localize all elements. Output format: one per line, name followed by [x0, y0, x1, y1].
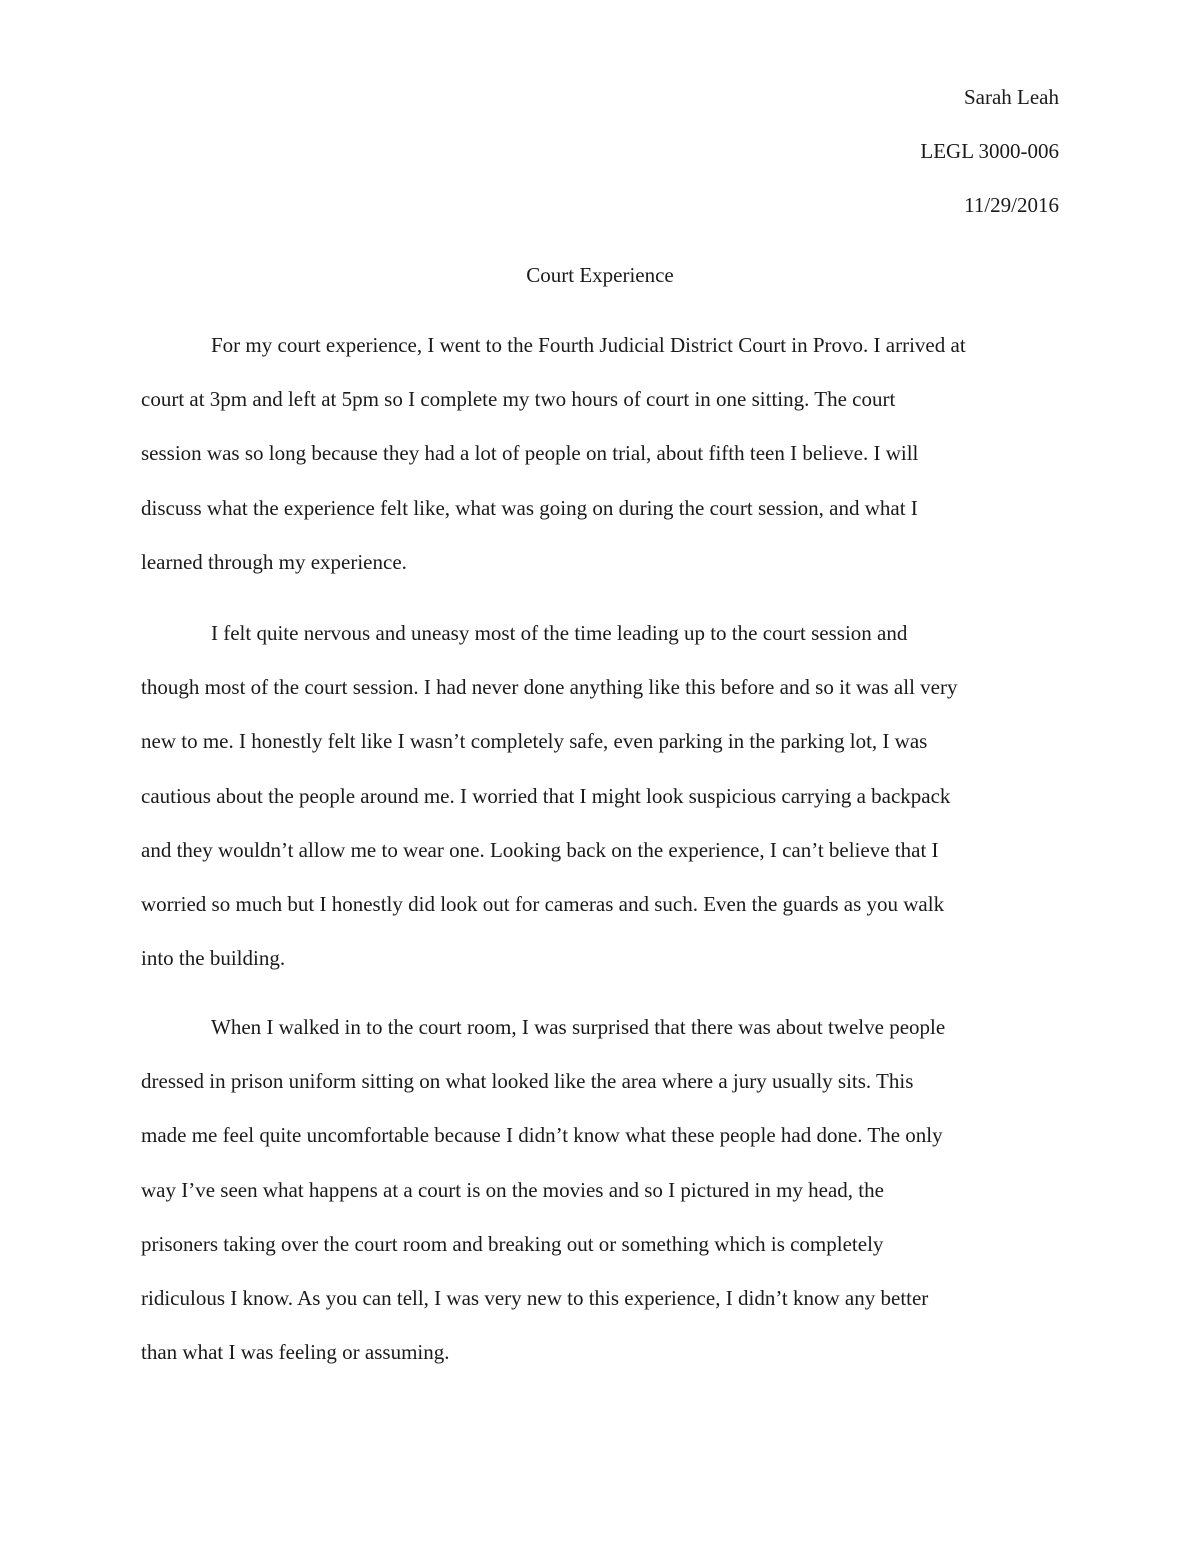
paragraph-line: When I walked in to the court room, I was surprised that there was about twelve people: [211, 1015, 946, 1039]
paragraph-line: worried so much but I honestly did look out for cameras and such. Even the guards as you walk: [141, 891, 945, 916]
paragraph-line: and they wouldn’t allow me to wear one. Looking back on the experience, I can’t believe that I: [141, 837, 939, 862]
paragraph-2: [141, 616, 1071, 995]
paragraph-line: I felt quite nervous and uneasy most of the time leading up to the court session and: [211, 621, 908, 645]
paragraph-line: cautious about the people around me. I worried that I might look suspicious carrying a backpack: [141, 783, 951, 808]
document-date: 11/29/2016: [964, 193, 1059, 217]
paragraph-line: For my court experience, I went to the Fourth Judicial District Court in Provo. I arrived at: [211, 333, 966, 357]
paragraph-line: into the building.: [141, 946, 286, 971]
paragraph-line: learned through my experience.: [141, 549, 407, 574]
paragraph-line: dressed in prison uniform sitting on what looked like the area where a jury usually sits. This: [141, 1069, 914, 1094]
author-name: Sarah Leah: [963, 85, 1059, 109]
paragraph-1: [141, 328, 1071, 599]
paragraph-line: than what I was feeling or assuming.: [141, 1340, 450, 1365]
paragraph-line: way I’ve seen what happens at a court is on the movies and so I pictured in my head, the: [141, 1177, 884, 1202]
paragraph-line: discuss what the experience felt like, what was going on during the court session, and what I: [141, 495, 918, 520]
course-code: LEGL 3000-006: [920, 139, 1059, 163]
document-title: Court Experience: [526, 263, 674, 287]
paragraph-line: court at 3pm and left at 5pm so I complete my two hours of court in one sitting. The court: [141, 387, 896, 412]
paragraph-3: [141, 1010, 1071, 1389]
header-block: [920, 70, 1059, 232]
paragraph-line: though most of the court session. I had never done anything like this before and so it was all very: [141, 675, 958, 700]
paragraph-line: ridiculous I know. As you can tell, I was very new to this experience, I didn’t know any better: [141, 1285, 929, 1310]
paragraph-line: made me feel quite uncomfortable because I didn’t know what these people had done. The only: [141, 1123, 943, 1148]
paragraph-line: prisoners taking over the court room and breaking out or something which is completely: [141, 1231, 884, 1256]
paragraph-line: new to me. I honestly felt like I wasn’t completely safe, even parking in the parking lot, I was: [141, 729, 928, 754]
paragraph-line: session was so long because they had a lot of people on trial, about fifth teen I believe. I will: [141, 441, 919, 466]
